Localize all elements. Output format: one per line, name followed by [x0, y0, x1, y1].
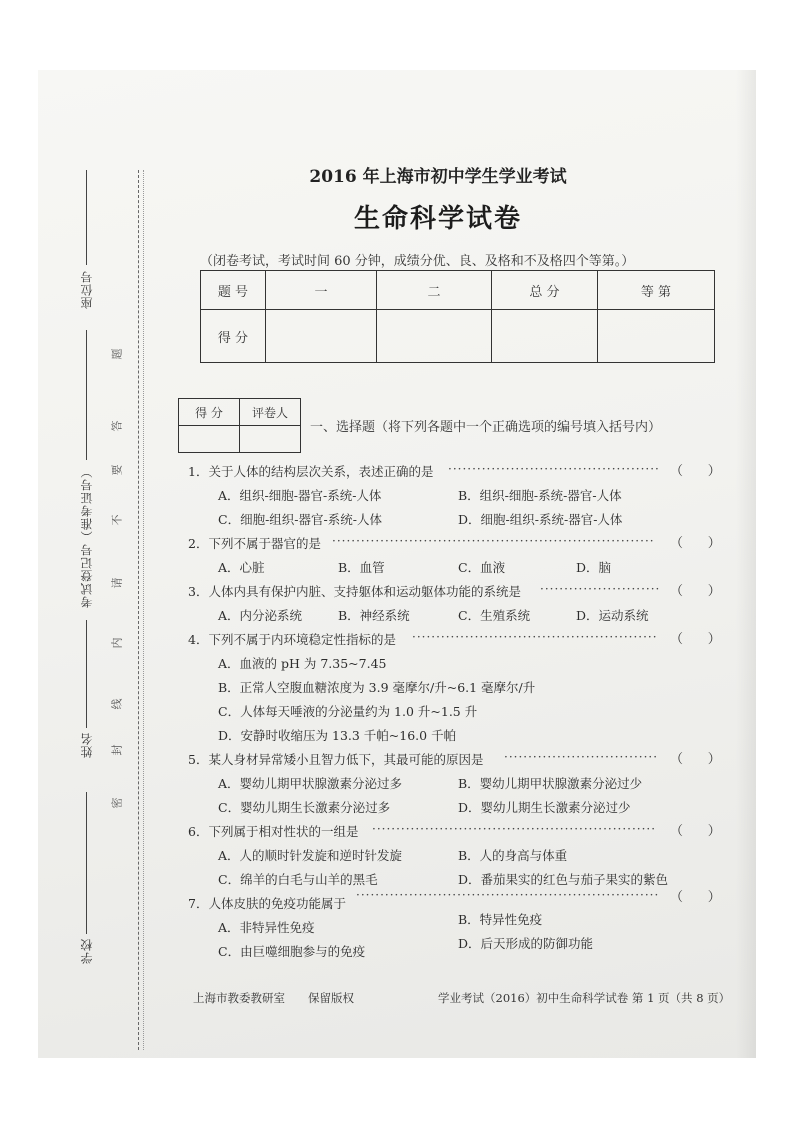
- seal-char: 密: [110, 797, 124, 809]
- option: A．人的顺时针发旋和逆时针发旋: [218, 848, 403, 863]
- option: D．婴幼儿期生长激素分泌过少: [458, 800, 631, 815]
- option: C．绵羊的白毛与山羊的黑毛: [218, 872, 378, 887]
- score-table: [200, 270, 715, 363]
- option: A．心脏: [218, 560, 265, 575]
- option: B．组织-细胞-系统-器官-人体: [458, 488, 622, 503]
- answer-paren: （ ）: [670, 752, 721, 767]
- score-table-value-row: [201, 310, 715, 363]
- exam-id-label: 考试登记号（准考证号）: [80, 465, 94, 608]
- option: A．内分泌系统: [218, 608, 303, 623]
- score-cell: [266, 310, 377, 363]
- question-stem: 3．人体内具有保护内脏、支持躯体和运动躯体功能的系统是: [188, 584, 521, 599]
- score-header-cell: 总 分: [492, 271, 598, 310]
- answer-paren: （ ）: [670, 584, 721, 599]
- seal-char: 题: [110, 348, 124, 360]
- question-stem: 2．下列不属于器官的是: [188, 536, 321, 551]
- grader-table-value-row: [179, 426, 301, 453]
- dot-leader: ············································: [448, 462, 660, 476]
- option: D．细胞-组织-系统-器官-人体: [458, 512, 623, 527]
- exam-subtitle: 生命科学试卷: [353, 204, 522, 234]
- option: D．番茄果实的红色与茄子果实的紫色: [458, 872, 669, 887]
- option: B．神经系统: [338, 608, 410, 623]
- dot-leader: ···································································: [332, 534, 655, 548]
- section-one-title: 一、选择题（将下列各题中一个正确选项的编号填入括号内）: [310, 420, 662, 435]
- option: A．血液的 pH 为 7.35~7.45: [218, 656, 387, 671]
- answer-paren: （ ）: [670, 536, 721, 551]
- option: A．组织-细胞-器官-系统-人体: [218, 488, 382, 503]
- answer-paren: （ ）: [670, 632, 721, 647]
- seal-char: 请: [110, 577, 124, 589]
- seal-char: 线: [110, 698, 124, 710]
- dot-leader: ···················································: [412, 630, 658, 644]
- seal-char: 不: [110, 514, 124, 526]
- option: B．血管: [338, 560, 385, 575]
- question-stem: 5．某人身材异常矮小且智力低下，其最可能的原因是: [188, 752, 484, 767]
- exam-title: 2016 年上海市初中学生学业考试: [309, 167, 567, 187]
- option: D．安静时收缩压为 13.3 千帕~16.0 千帕: [218, 728, 457, 743]
- score-cell: [492, 310, 598, 363]
- grader-score-header: 得 分: [179, 399, 240, 426]
- option: C．由巨噬细胞参与的免疫: [218, 944, 366, 959]
- binding-dashed-line: [138, 170, 139, 1050]
- option: A．婴幼儿期甲状腺激素分泌过多: [218, 776, 403, 791]
- score-row-label: 得 分: [201, 310, 266, 363]
- name-line: [86, 620, 87, 728]
- score-cell: [377, 310, 492, 363]
- school-label: 学校: [80, 938, 94, 964]
- dot-leader: ································: [504, 750, 659, 764]
- answer-paren: （ ）: [670, 890, 721, 905]
- seal-char: 答: [110, 420, 124, 432]
- dot-leader: ···························································: [372, 822, 657, 836]
- grader-name-cell: [240, 426, 301, 453]
- option: B．特异性免疫: [458, 912, 543, 927]
- score-header-cell: 等 第: [598, 271, 715, 310]
- option: C．婴幼儿期生长激素分泌过多: [218, 800, 391, 815]
- grader-table-header-row: [179, 399, 301, 426]
- score-cell: [598, 310, 715, 363]
- score-header-cell: 一: [266, 271, 377, 310]
- option: B．婴幼儿期甲状腺激素分泌过少: [458, 776, 643, 791]
- school-line: [86, 792, 87, 934]
- seat-number-line: [86, 170, 87, 265]
- score-header-cell: 二: [377, 271, 492, 310]
- option: A．非特异性免疫: [218, 920, 315, 935]
- dot-leader: ·························: [540, 582, 661, 596]
- exam-note: （闭卷考试，考试时间 60 分钟，成绩分优、良、及格和不及格四个等第。）: [200, 254, 635, 269]
- dot-leader: ·······························································: [356, 888, 660, 902]
- question-stem: 7．人体皮肤的免疫功能属于: [188, 896, 346, 911]
- option: D．脑: [576, 560, 612, 575]
- option: B．正常人空腹血糖浓度为 3.9 毫摩尔/升~6.1 毫摩尔/升: [218, 680, 536, 695]
- option: D．运动系统: [576, 608, 649, 623]
- option: D．后天形成的防御功能: [458, 936, 594, 951]
- binding-dotted-line: [143, 170, 144, 1050]
- question-stem: 1．关于人体的结构层次关系，表述正确的是: [188, 464, 434, 479]
- grader-table: [178, 398, 301, 453]
- option: C．生殖系统: [458, 608, 531, 623]
- score-table-header-row: [201, 271, 715, 310]
- footer-publisher: 上海市教委教研室 保留版权: [193, 991, 354, 1005]
- question-stem: 6．下列属于相对性状的一组是: [188, 824, 359, 839]
- footer-page-info: 学业考试（2016）初中生命科学试卷 第 1 页（共 8 页）: [438, 991, 731, 1005]
- seal-char: 内: [110, 637, 124, 649]
- exam-id-line: [86, 330, 87, 460]
- question-stem: 4．下列不属于内环境稳定性指标的是: [188, 632, 396, 647]
- option: C．细胞-组织-器官-系统-人体: [218, 512, 382, 527]
- name-label: 姓名: [80, 732, 94, 758]
- grader-score-cell: [179, 426, 240, 453]
- grader-name-header: 评卷人: [240, 399, 301, 426]
- seat-number-label: 座位号: [80, 270, 94, 309]
- answer-paren: （ ）: [670, 824, 721, 839]
- option: C．血液: [458, 560, 506, 575]
- seal-char: 封: [110, 744, 124, 756]
- exam-page-photo: [38, 70, 756, 1058]
- answer-paren: （ ）: [670, 464, 721, 479]
- score-header-cell: 题 号: [201, 271, 266, 310]
- option: C．人体每天唾液的分泌量约为 1.0 升~1.5 升: [218, 704, 478, 719]
- seal-char: 要: [110, 464, 124, 476]
- option: B．人的身高与体重: [458, 848, 568, 863]
